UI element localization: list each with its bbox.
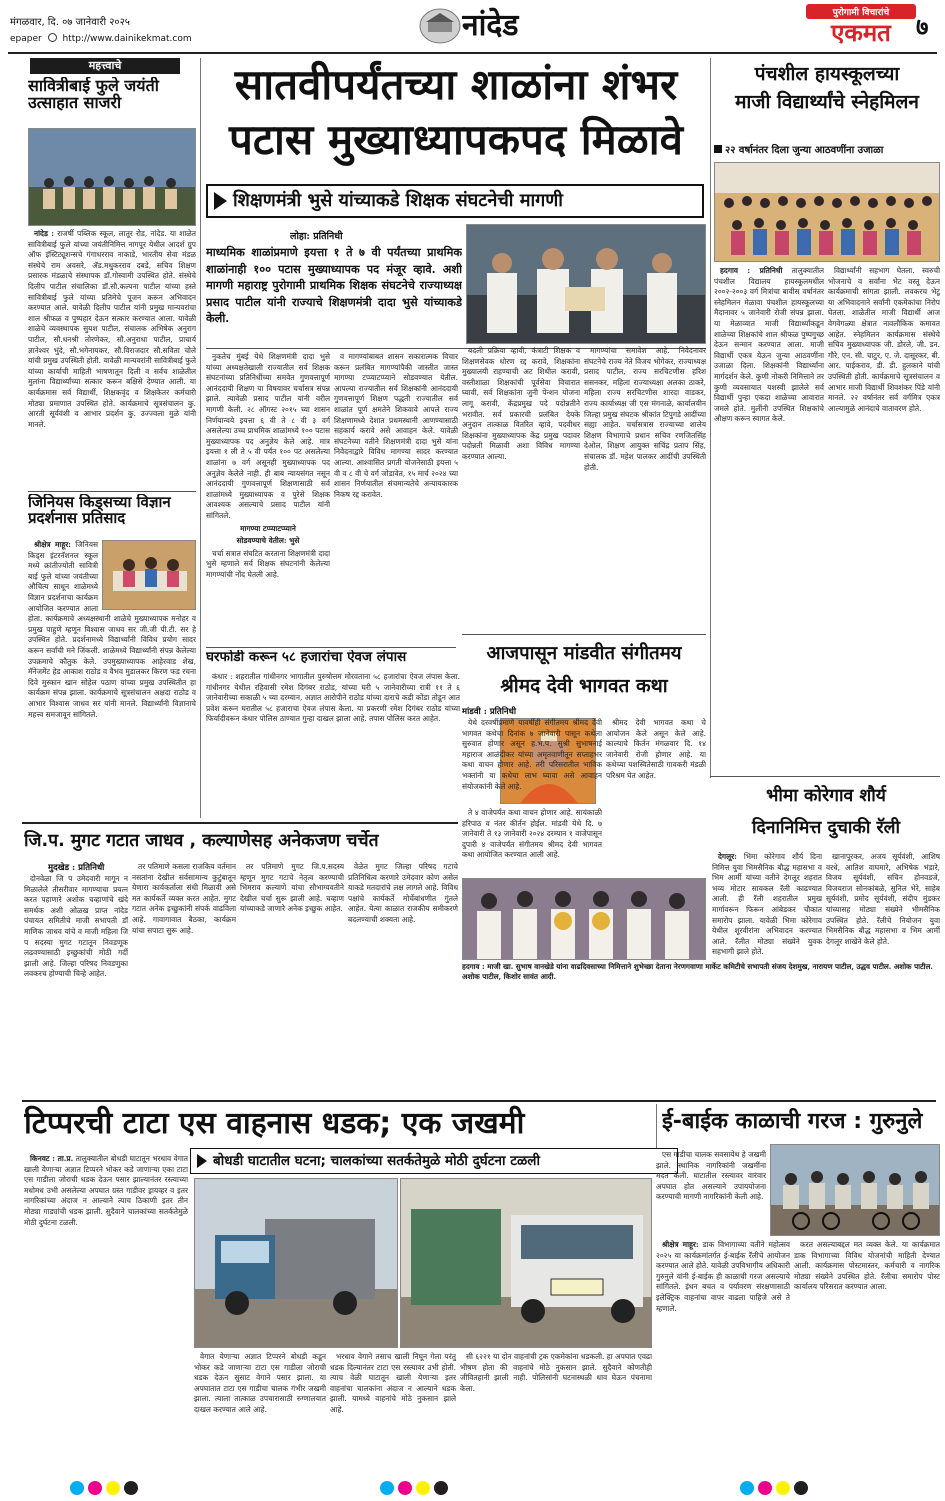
sidebar-column-rule xyxy=(200,58,201,818)
bhima-headline-line2: दिनानिमित्त दुचाकी रॅली xyxy=(751,818,901,838)
lead-headline-line2: पटास मुख्याध्यापकपद मिळावे xyxy=(229,115,683,164)
sidebar-story2-dateline: श्रीक्षेत्र माहूर: xyxy=(34,540,72,549)
zp-col-3 xyxy=(240,862,344,1098)
lead-col-3 xyxy=(462,346,580,630)
lead-col-1b-text: चर्चा सत्रात संघटित करताना शिक्षणमंत्री दादा भुसे म्हणाले सर्व शिक्षक संघटनांनी केलेल्या मागण्यांची नोंद घेतली आहे. xyxy=(206,548,330,579)
brand-name: एकमत xyxy=(831,19,891,47)
bhagwat-col-3 xyxy=(606,718,706,874)
lead-col-2 xyxy=(334,352,458,642)
right-column-rule xyxy=(710,58,711,778)
bhima-headline-line1: भीमा कोरेगाव शौर्य xyxy=(766,786,886,806)
zp-col-2-text: तर पतिमाणे कसला राजकिय वर्तमान नसतांना देखील सर्वसामान्य कुटुंबातून येणारा कार्यकर्ताला संधी मिळावी असे मत कार्यकर्ते व्यक्त करत आहेत. मुगट गटात अनेक इच्छुकांनी संपर्क वाढविला आहे. गावागावात बैठका, कार्यक्रम यांचा सपाटा सुरू आहे. xyxy=(132,862,236,935)
bhima-col-2 xyxy=(826,852,940,960)
tata-subhead-arrow-icon xyxy=(197,1154,207,1168)
epaper-row xyxy=(10,33,270,47)
cyan-swatch xyxy=(380,1481,394,1495)
header-rule xyxy=(8,52,937,54)
panchsheel-reunion-photo xyxy=(714,162,940,262)
tata-ace-damaged-photo xyxy=(400,1178,652,1348)
zp-col-3-text: तर पतिमाणे मुगट जि.प.सदस्य म्हणून मुगट गटाचे नेतृत्व करण्याची भिमराव कल्याणे यांचा सौभाग्यवतीने देखील चर्चा सुरू झाली आहे. चव्हाण यांच्याकडे जाणारे अनेक इच्छुक आहेत. xyxy=(240,862,344,914)
panchsheel-col-1 xyxy=(714,266,824,776)
sidebar-story2-text: जिनियस किड्स इंटरनॅशनल स्कूल मध्ये क्रांतीज्योती सावित्री बाई फुले यांच्या जयंतीच्या औचित्य साधून शाळेमध्ये विज्ञान प्रदर्शनाचा कार्यक्रम आयोजित करण्यात आला होता. कार्यक्रमाचे अध्यक्षस्थानी शाळेचे मुख्याध्यापक मनोहर व प्रमुख पाहुणे म्हणून विश्वास जाधव सर जी.जी पी.टी. सर हे उपस्थित होते. प्रदर्शनामध्ये विद्यार्थ्यांनी विविध प्रयोग सादर करून सर्वांची मने जिंकली. शाळेमध्ये विद्यार्थ्यांनी संपन्न केलेल्या उपक्रमाचे कौतुक केले. उपमुख्याध्यापक आहेरवाड शेख, मॅनेजमेंट हेड आकाश राठोड व वैभव मुडालकर किरण फड रचना दिवे मुस्कान खान सोहेल पठाण यांच्या प्रमुख उपस्थितीत हा कार्यक्रम संपन्न झाला. कार्यक्रमाचे सूत्रसंचालन अक्षदा राठोड व आभार विश्वास जाधव सर यांनी मानले. विद्यार्थ्यांनी विज्ञानाचे महत्त्व समजावून सांगितले. xyxy=(28,540,196,719)
lead-col-2-text: व मागण्यांबाबत शासन सकारात्मक विचार करून प्रलंबित मागण्यांपैकी जास्तीत जास्त मागण्या टप्प्याटप्प्याने सोडवण्यात येतील. आपल्या राज्यातील सर्व शिक्षकांनी आनंददायी गुणवत्तापूर्ण शिक्षण पद्धती राज्यातील सर्व शाळांत पूर्ण क्षमतेने शिकवावे आपले राज्य शिक्षणामध्ये देशात प्रथमस्थानी आणण्यासाठी सहकार्य करावे असे आवाहन केले. यावेळी संघटनेच्या वतीने शिक्षणमंत्री दादा भुसे यांना निवेदनाद्वारे विविध मागण्या सादर करण्यात आल्या. आश्वासित प्रगती योजनेसाठी इयत्ता ५ वी व ८ वी चे वर्ग जोडावेत, १५ मार्च २०२४ च्या शासन निर्णयातील संचमान्यतेचे अन्यायकारक निकष रद्द करावेत. xyxy=(334,352,458,499)
subhead-arrow-icon xyxy=(214,192,227,210)
lead-minister-photo xyxy=(466,224,706,344)
bhima-headline xyxy=(712,780,940,846)
sidebar-divider xyxy=(28,491,196,492)
ebike-col-1-text: डाक विभागाच्या वतीने महोत्सव २०२५ या कार्यक्रमांतर्गत ई-बाईक रॅलीचे आयोजन करण्यात आले होते. यावेळी उपविभागीय अधिकारी गुरुनुले यांनी ई-बाईक ही काळाची गरज असल्याचे सांगितले. इंधन बचत व पर्यावरण संरक्षणासाठी इलेक्ट्रिक वाहनांचा वापर वाढला पाहिजे असे ते म्हणाले. xyxy=(656,1240,790,1313)
zp-rule xyxy=(22,822,458,824)
bhagwat-headline-line2: श्रीमद देवी भागवत कथा xyxy=(500,675,668,697)
bhagwat-headline xyxy=(462,638,706,704)
cyan-swatch xyxy=(70,1481,84,1495)
savitribai-event-photo xyxy=(28,128,196,226)
tata-col-2 xyxy=(194,1352,326,1470)
subhead-square-icon xyxy=(714,145,722,153)
lead-headline-line1: सातवीपर्यंतच्या शाळांना शंभर xyxy=(234,60,678,109)
lead-col-4-text: मागण्यांचा समावेश आहे. निवेदनावर संघटनेचे राज्य नेते विजय भोगेकर, राज्याध्यक्ष प्रसाद पाटील, राज्य सरचिटणीस हरिश ससनकर, महिला राज्याध्यक्षा अलका ठाकरे, महिला राज्य सरचिटणीस शारदा वाडकर, राज्य कार्याध्यक्ष जी एस मंगनाळे, कार्यालयीन जिल्हा प्रमुख संघटक श्रीकांत टिपुगडे आदींच्या सह्या आहेत. चर्चासत्रास राज्याच्या शालेय शिक्षण विभागाचे प्रधान सचिव रणजितसिंह देओल, शिक्षण आयुक्त सचिंद्र प्रताप सिंह, संचालक डॉ. महेश पालकर आदींची उपस्थिती होती. xyxy=(584,346,706,472)
tata-col-5-text: एस गाडीचा चालक सवसायेथ हे जखमी झाले. स्थानिक नागरिकांनी जखमींना मदत केली. घाटातील रस्त्यावर वारंवार अपघात होत असल्याने उपाययोजना करण्याची मागणी नागरिकांनी केली आहे. xyxy=(656,1150,766,1202)
magenta-swatch xyxy=(88,1481,102,1495)
yellow-swatch xyxy=(776,1481,790,1495)
black-swatch xyxy=(124,1481,138,1495)
bhima-col-2-text: खानापूरकर, अजय सूर्यवंशी, आशिष वरधे, आतिश वाघमारे, अभिषेक भंडारे, विजय सूर्यवंशी, सचिन होनवडजे, विजयराज सोनकांबळे, सुनिल भेरे, साहेब सूर्यवंशी, प्रमोद सूर्यवंशी, संदीप मुंडकर यांच्यासह मोठ्या संख्येने भीमसैनिक उपस्थित होते. रॅलीचे नियोजन युवा भिमसैनिक बौद्ध महासभा व भिम आर्मी देगलूर शाखेने केले होते. xyxy=(826,852,940,946)
yellow-swatch xyxy=(106,1481,120,1495)
tata-col-1 xyxy=(24,1150,188,1470)
bhagwat-rule xyxy=(462,634,706,635)
ebike-column-rule xyxy=(656,1104,657,1148)
lead-subheadline-text: शिक्षणमंत्री भुसे यांच्याकडे शिक्षक संघटनेची मागणी xyxy=(233,190,563,211)
epaper-label: epaper xyxy=(10,34,42,44)
birthday-felicitation-photo xyxy=(462,878,706,960)
cyan-swatch xyxy=(740,1481,754,1495)
magenta-swatch xyxy=(398,1481,412,1495)
birthday-photo-caption: हदगाव : माजी खा. सुभाष वानखेडे यांना वाढदिवसाच्या निमित्ताने शुभेच्छा देताना नेरणगवाणा मार्केट कमिटीचे सभापती संजय देशमुख, नारायण पाटील, उद्धव पाटील. अशोक पाटील. अशोक पाटील, किशोर सावंत आदी. xyxy=(462,962,933,981)
tata-subheadline-text: बोधडी घाटातील घटना; चालकांच्या सतर्कतेमुळे मोठी दुर्घटना टळली xyxy=(213,1153,540,1169)
panchsheel-headline-line1: पंचशील हायस्कूलच्या xyxy=(754,63,900,85)
tata-col-4-text: सी ६२२१ या दोन वाहनांची ट्रक एकमेकांना धडकली. हा अपघात एवढा भीषण होता की वाहनांचे मोठे नुकसान झाले. सुदैवाने कोणतीही जीवितहानी झाली नाही. पोलिसांनी घटनास्थळी धाव घेऊन पंचनामा केला. xyxy=(460,1352,652,1393)
epaper-url[interactable]: http://www.dainikekmat.com xyxy=(62,34,192,44)
tata-col-1-text: तालुक्यातील बोधडी घाटातून भरधाव वेगात खाली येणाऱ्या अज्ञात टिप्परने भोकर कडे जाणाऱ्या एका टाटा एस गाडीला जोराची धडक देऊन पसार झाल्यानंतर रस्त्याच्या मधोमध उभी असलेल्या अपघात ग्रस्त गाडीवर ड्रायव्हर व इतर नागरिकांच्या अंदाज न आल्याने त्याच ठिकाणी इतर तीन मोठ्या गाड्यांची धडक झाली. सुदैवाने चालकांच्या सतर्कतेमुळे मोठी दुर्घटना टळली. xyxy=(24,1154,188,1227)
bhagwat-col-1-text: येथे दरवर्षीप्रमाणे यावर्षीही संगीतमय श्रीमद देवी भागवत कथेचा दिनांक ७ जानेवारी पासून कथेला सुरुवात होणार असून ह.भ.प. सुश्री सुभाषनाई महाराज आळंदीकर यांच्या अमृतवाणीतून सप्ताहभर कथा वाचन होणार आहे. तरी परिसरातील भाविक भक्तांनी या कथेचा लाभ घ्यावा असे आवाहन संयोजकांनी केले आहे. xyxy=(462,718,602,791)
panchsheel-subheadline xyxy=(714,142,940,160)
black-swatch xyxy=(794,1481,808,1495)
masthead xyxy=(0,0,945,54)
zp-col-4-text: वेळेत मुगट जिल्हा परिषद गटाचे प्रतिनिधित्व करणारे उमेदवार कोण असेल याकडे मतदारांचे लक्ष लागले आहे. विविध पक्षांचे कार्यकर्ते मोर्चेबांधणीत गुंतले आहेत. येत्या काळात राजकीय समीकरणे बदलण्याची शक्यता आहे. xyxy=(348,862,458,924)
bhagwat-col-2-text: ते ४ वाजेपर्यंत कथा वाचन होणार आहे. सायंकाळी हरिपाठ व नंतर कीर्तन होईल. मांडवी येथे दि. ७ जानेवारी ते १३ जानेवारी २०२४ दरम्यान १ वाजेपासून दुपारी ४ वाजेपर्यंत संगीतमय श्रीमद देवी भागवत कथा आयोजित करण्यात आली आहे. xyxy=(462,808,602,860)
sidebar-story1-dateline: नांदेड : xyxy=(34,229,55,238)
panchsheel-col-1-text: तालुक्यातील पंचशील विद्यालय हायस्कूलमधील २००२-२००३ वर्ग मित्रांचा बावीस वर्षानंतर स्नेहमिलन मेळावा पंचशील हायस्कूलच्या मैदानावर ५ जानेवारी रोजी संपन्न झाला. या मेळाव्यात माजी विद्यार्थ्यांकडून शाळेच्या शिक्षकांचे शाल श्रीफळ पुष्पगुच्छ देऊन सन्मान करण्यात आला. माजी विद्यार्थी एकत्र येऊन जुन्या आठवणींना उजाळा दिला. शिक्षकांनी विद्यार्थ्यांना मार्गदर्शन केले. कुणी नोकरी निमित्ताने तर कुणी व्यवसायात यशस्वी झालेले सर्व विद्यार्थी पुन्हा एकदा शाळेच्या आवारात जमले होते. मुलींनी उपस्थित शिक्षकांचे औक्षण करून स्वागत केले. xyxy=(714,266,824,424)
tata-dateline: किनवट : ता.प्र. xyxy=(30,1154,74,1163)
zp-col-1 xyxy=(24,874,128,1098)
sidebar-story2-title: जिनियस किड्सच्या विज्ञान प्रदर्शनास प्रतिसाद xyxy=(28,494,171,528)
panchsheel-headline-line2: माजी विद्यार्थ्यांचे स्नेहमिलन xyxy=(735,91,919,113)
sidebar-label: महत्त्वाचे xyxy=(30,58,180,74)
ebike-col-2 xyxy=(794,1240,940,1470)
globe-icon xyxy=(48,33,57,42)
panchsheel-headline xyxy=(714,60,940,138)
theft-body xyxy=(206,672,460,780)
city-name: नांदेड xyxy=(462,8,519,43)
brand-logo xyxy=(806,4,916,48)
bhagwat-headline-line1: आजपासून मांडवीत संगीतमय xyxy=(486,643,682,664)
sidebar-story1-text: राजर्षी पब्लिक स्कूल, लातूर रोड, नांदेड. या शाळेत सावित्रीबाई फुले यांच्या जयंतीनिमित्त नागपूर येथील आदर्श ग्रुप ऑफ इंस्टिट्यूशन्सचे गंगाधरराव नाकाडे, भारतीय सेवा मंडळ संस्थेचे राम अवसरे, ॲड.मधुकरराव दबडे, सचिव शिक्षण प्रसारक मंडळाचे संस्थापक डॉ.गोस्वामी उपस्थित होते. संस्थेचे दिलीप पाटील संचालिका डॉ.सौ.कल्पना पाटील यांच्या हस्ते सावित्रीबाई फुले यांच्या प्रतिमेचे पूजन करून अभिवादन करण्यात आले. यावेळी दिलीप पाटील यांनी प्रमुख मान्यवरांचा शाल श्रीफळ व पुष्पहार देऊन सत्कार करण्यात आला. यावेळी शाळेचे व्यवस्थापक सुयश पाटील, संचालक अभिषेक अनुराग पाटील, सौ.धनश्री तोरणेकर, सौ.अनुराधा पाटील, प्राचार्य ज्ञानेश्वर भुंदे, सौ.भगेनायकर, सौ.विराजदार सौ.सविता चोले यांची प्रमुख उपस्थिती होती. यावेळी मान्यवरांनी सावित्रीबाई फुले यांच्या कार्याची माहिती भाषणातून दिली व सर्वच शाळेतील मुलांना विद्यार्थ्यांच्या सत्कार करून बक्षिसे देण्यात आली. या कार्यक्रमास सर्व विद्यार्थी, शिक्षकवृंद व शिक्षकेतर कर्मचारी मोठ्या प्रमाणात उपस्थित होते. कार्यक्रमाचे सूत्रसंचालन कु. आरती सूर्यवंशी व आभार प्रदर्शन कु. उज्ज्वला मुळे यांनी मानले. xyxy=(28,229,196,429)
sidebar-story1-body xyxy=(28,229,196,499)
black-swatch xyxy=(434,1481,448,1495)
lead-col-4 xyxy=(584,346,706,630)
bhagwat-col-2 xyxy=(462,808,602,874)
panchsheel-col-2 xyxy=(828,266,940,776)
theft-text: कंधार : शहरातील गांधीनगर भागातील पुरुषोत्तम मोरवताना ५८ हजारांचा ऐवज लंपास केला. गांधीनगर येथील रहिवासी रमेश दिगंबर राठोड, यांच्या घरी ५ जानेवारीच्या रात्री ११ ते ६ जानेवारीच्या सकाळी ५ च्या दरम्यान, अज्ञात आरोपीने राठोड यांच्या दाराचे कडी कोंडा तोडून आत प्रवेश करून घरातील ५८ हजाराचा ऐवज लंपास केला. या प्रकरणी रमेश दिगंबर राठोड यांच्या फिर्यादीवरून कंधार पोलिस ठाण्यात गुन्हा दाखल झाला आहे. तपास पोलिस करत आहेत. xyxy=(206,672,460,724)
yellow-swatch xyxy=(416,1481,430,1495)
tata-col-4 xyxy=(460,1352,652,1470)
bhima-dateline: देगलूर: xyxy=(718,852,737,861)
ebike-dateline: श्रीक्षेत्र माहूर: xyxy=(662,1240,699,1249)
issue-date: मंगळवार, दि. ०७ जानेवारी २०२५ xyxy=(10,17,131,28)
lead-col-1-text: नुकतेच मुंबई येथे शिक्षणमंत्री दादा भुसे यांच्या अध्यक्षतेखाली राज्यातील सर्व शिक्षक संघटनांच्या प्रतिनिधींच्या समवेत गुणवत्तापूर्ण आनंददायी शिक्षण या विषयावर चर्चासत्र संपन्न झाले. त्यावेळी प्रसाद पाटील यांनी वरील मागणी केली. २८ ऑगस्ट २०१५ च्या शासन निर्णयान्वये इयत्ता ६ वी ते ८ वी ३ वर्ग असलेल्या उच्च प्राथमिक शाळांमध्ये १०० पटास मुख्याध्यापक पद अनुज्ञेय केले आहे. मात्र इयत्ता १ ली ते ५ वी पर्यंत १०० पट असलेल्या शाळांना ७ वर्ग असूनही मुख्याध्यापक पद अनुज्ञेय केलेले नाही. ही बाब न्यायसंगत नसून आनंददायी गुणवत्तापूर्ण शिक्षणासाठी सर्व शाळांमध्ये मुख्याध्यापक व पुरेसे शिक्षक आवश्यक असल्याचे प्रसाद पाटील यांनी सांगितले. xyxy=(206,352,330,520)
magenta-swatch xyxy=(758,1481,772,1495)
theft-rule xyxy=(206,647,456,648)
bhima-col-1-text: भिमा कोरेगाव शौर्य दिना निमित्त युवा भिमसैनिक बौद्ध महासभा व भिम आर्मी यांच्या वतीने देगलूर शहरात भव्य मोटार सायकल रॅली काढण्यात आली. ही रॅली शहरातील प्रमुख मार्गावरून फिरून आंबेडकर चौकात समारोप झाला. यावेळी भिमा कोरेगाव येथील शूरवीरांना अभिवादन करण्यात आले. रॅलीत मोठ्या संख्येने युवक सहभागी झाले होते. xyxy=(712,852,822,957)
panchsheel-col-2-text: विद्यार्थ्यांनी सहभाग घेतला. स्वरुची भोजनाचे व सर्वांना भेट वस्तू देऊन कार्यक्रमाची सांगता झाली. लवकरच भेटू या अभिवादनाने सर्वांनी एकमेकांचा निरोप घेतला. शाळेतील माजी विद्यार्थी आज वेगवेगळ्या क्षेत्रात नावलौकिक कमावत आहेत. स्नेहमिलन कार्यक्रमास संस्थेचे सचिव मुख्याध्यापक जी. डोरले, जी. डन. गौरे, एन. सी. चाटुर, ए. जे. दासूरकर, बी. आर. पाईकराव, डी. डी. हुलकाने यांची उपस्थिती होती. कार्यक्रमाचे सूत्रसंचालन व आभार माजी विद्यार्थी शिवशंकर पिंडे यांनी मानले. २२ वर्षानंतर सर्व वर्गमित्र एकत्र आल्यामुळे आनंदाचे वातावरण होते. xyxy=(828,266,940,413)
bhima-rule xyxy=(710,776,940,777)
panchsheel-dateline: हदगाव : प्रतिनिधी xyxy=(720,266,783,275)
lead-headline xyxy=(206,58,706,182)
tata-headline: टिप्परची टाटा एस वाहनास धडक; एक जखमी xyxy=(24,1106,525,1141)
tata-subheadline xyxy=(190,1148,678,1174)
tata-col-3 xyxy=(330,1352,456,1470)
zp-col-1-text: दोनवेळा जि प उमेदवारी मागून न मिळालेले तीसरीवार मागण्याचा प्रयत्न करत पहाणारे अशोक चव्हाणांचे खंदे समर्थक अशी ओळख प्राप्त नांदेड पंचायत समितीचे माजी सभापती डॉ माणिक जाधव यांचे व माजी महिला जि प सदस्या मुगट गटातून निवडणूक लढवण्यासाठी इच्छुकांची मोठी गर्दी झाली आहे. जिल्हा परिषद निवडणुका लवकरच होण्याची चिन्हे आहेत. xyxy=(24,874,128,979)
zp-dateline: मुदखेड : प्रतिनिधी xyxy=(48,863,105,873)
lead-col-1 xyxy=(206,352,330,642)
bhima-col-1 xyxy=(712,852,822,960)
tata-col-2-text: वेगात येणाऱ्या अज्ञात टिप्परने बोधडी कडून भोकर कडे जाणाऱ्या टाटा एस गाडीला जोराची धडक देऊन सुसाट वेगाने पसार झाला. या अपघातात टाटा एस गाडीचा चालक गंभीर जखमी झाला. त्याला तात्काळ उपचारासाठी रुग्णालयात दाखल करण्यात आले आहे. xyxy=(194,1352,326,1414)
page-number: ७ xyxy=(916,13,929,40)
tata-col-3-text: भरधाव वेगाने तसाच खाली निघून गेला परंतु धडक दिल्यानंतर टाटा एस रस्त्यावर उभी होती. त्याच वेळी घाटातून खाली येणाऱ्या इतर वाहनांचा चालकांना अंदाज न आल्याने धडक झाली. यामध्ये वाहनांचे मोठे नुकसान झाले आहे. xyxy=(330,1352,456,1414)
tipper-truck-photo xyxy=(194,1178,398,1348)
zp-col-2 xyxy=(132,862,236,1098)
zp-headline: जि.प. मुगट गटात जाधव , कल्याणेसह अनेकजण चर्चेत xyxy=(24,831,379,851)
lead-dateline: लोहा: प्रतिनिधी xyxy=(290,231,343,242)
tata-rule xyxy=(22,1100,936,1102)
lead-col-1-subhead2: सोडवण्याचे वेतील: भुसे xyxy=(236,536,300,546)
bhagwat-col-3-text: श्रीमद देवी भागवत कथा चे आयोजन केले असून केले आहे. काल्याचे किर्तन मंगळवार दि. १४ जानेवारी रोजी होणार आहे. या कथेच्या यशस्वितेसाठी गावकरी मंडळी परिश्रम घेत आहेत. xyxy=(606,718,706,780)
color-registration-bar xyxy=(0,1476,945,1501)
zp-col-4 xyxy=(348,862,458,1098)
lead-summary: माध्यमिक शाळांप्रमाणे इयत्ता १ ते ७ वी पर्यंतच्या प्राथमिक शाळांनाही १०० पटास मुख्याध्यापक पद मंजूर व्हावे. अशी मागणी महाराष्ट्र पुरोगामी प्राथमिक शिक्षक संघटनेचे राज्याध्यक्ष प्रसाद पाटील यांनी राज्याचे शिक्षणमंत्री दादा भुसे यांच्याकडे केली. xyxy=(206,245,462,325)
city-ornament-icon xyxy=(418,6,462,46)
brand-tagline: पुरोगामी विचारांचे xyxy=(806,4,916,19)
lead-subheadline xyxy=(206,184,704,218)
lead-col-3-text: बदली प्रक्रिया व्हावी, कंत्राटी शिक्षक व शिक्षणसेवक धोरण रद्द करावे, शिक्षकांना मुख्यालयी राहण्याची अट शिथील करावी, वस्तीशाळा शिक्षकांची पूर्वसेवा विचारात घ्यावी, सर्व शिक्षकांना जुनी पेन्शन योजना लागू करावी, केंद्रप्रमुख पदे पदोन्नतीने भरावीत. सर्व प्रकारची प्रलंबित देयके अनुदान तात्काळ वितरित व्हावे, पदवीधर शिक्षकांना मुख्याध्यापक केंद्र प्रमुख पदावर पदोन्नती मिळावी अशा विविध मागण्या करण्यात आल्या. xyxy=(462,346,580,461)
panchsheel-subheadline-text: २२ वर्षानंतर दिला जुन्या आठवणींना उजाळा xyxy=(725,145,884,156)
sidebar-story2-body xyxy=(28,540,196,820)
ebike-col-2-text: करत असल्याबद्दल मत व्यक्त केले. या कार्यक्रमात डाक विभागाच्या विविध योजनांची माहिती देण्यात आली. कार्यक्रमास पोस्टमास्तर, कर्मचारी व नागरिक मोठ्या संख्येने उपस्थित होते. रॅलीचा समारोप पोस्ट कार्यालय परिसरात करण्यात आला. xyxy=(794,1240,940,1292)
ebike-rally-photo xyxy=(770,1144,940,1236)
bhagwat-dateline: मांडवी : प्रतिनिधी xyxy=(462,707,517,717)
theft-headline: घरफोडी करून ५८ हजारांचा ऐवज लंपास xyxy=(206,650,407,665)
sidebar-story1-title: सावित्रीबाई फुले जयंती उत्साहात साजरी xyxy=(28,77,159,113)
ebike-headline: ई-बाईक काळाची गरज : गुरुनुले xyxy=(662,1109,923,1134)
ebike-col-1 xyxy=(656,1240,790,1470)
lead-col-1-subhead: मागण्या टप्प्याटप्प्याने xyxy=(240,523,296,533)
